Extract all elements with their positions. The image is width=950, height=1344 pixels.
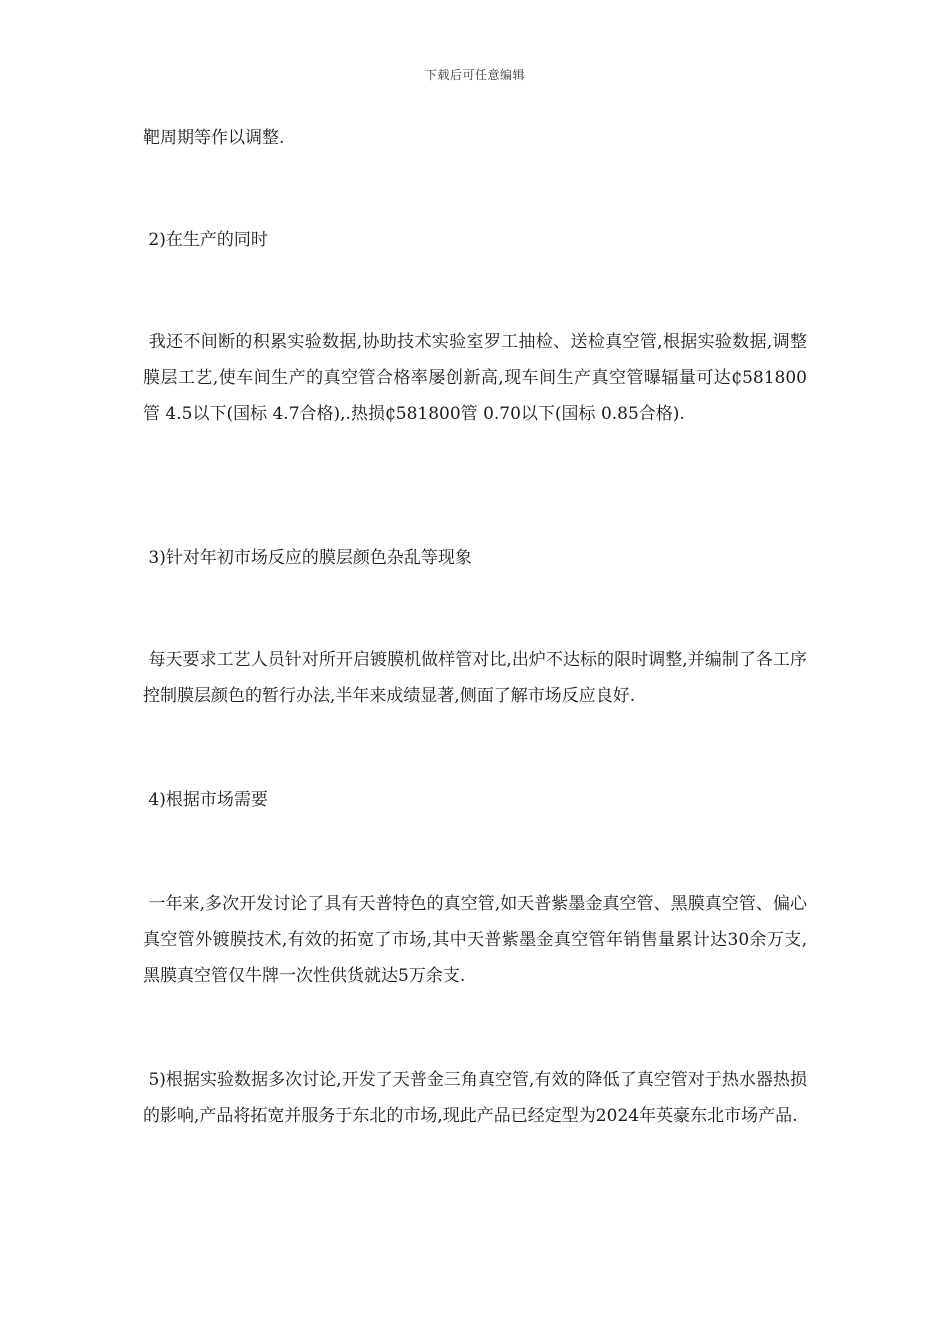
paragraph-4-heading: 3)针对年初市场反应的膜层颜色杂乱等现象 bbox=[143, 548, 472, 568]
paragraph-1: 靶周期等作以调整. bbox=[143, 128, 285, 148]
paragraph-2-heading: 2)在生产的同时 bbox=[143, 230, 268, 250]
paragraph-5: 每天要求工艺人员针对所开启镀膜机做样管对比,出炉不达标的限时调整,并编制了各工序控制膜层颜色的暂行办法,半年来成绩显著,侧面了解市场反应良好. bbox=[143, 650, 807, 706]
paragraph-3: 我还不间断的积累实验数据,协助技术实验室罗工抽检、送检真空管,根据实验数据,调整膜层工艺,使车间生产的真空管合格率屡创新高,现车间生产真空管曝辐量可达₵581800管 4.5以下(国标 4.7合格),.热损₵581800管 0.70以下(国标 0.85合格). bbox=[143, 332, 808, 424]
paragraph-6-heading: 4)根据市场需要 bbox=[143, 790, 268, 810]
paragraph-7: 一年来,多次开发讨论了具有天普特色的真空管,如天普紫墨金真空管、黑膜真空管、偏心真空管外镀膜技术,有效的拓宽了市场,其中天普紫墨金真空管年销售量累计达30余万支,黑膜真空管仅牛牌一次性供货就达5万余支. bbox=[143, 894, 807, 986]
paragraph-8: 5)根据实验数据多次讨论,开发了天普金三角真空管,有效的降低了真空管对于热水器热损的影响,产品将拓宽并服务于东北的市场,现此产品已经定型为2024年英豪东北市场产品. bbox=[143, 1070, 807, 1126]
page-header: 下载后可任意编辑 bbox=[424, 68, 525, 82]
